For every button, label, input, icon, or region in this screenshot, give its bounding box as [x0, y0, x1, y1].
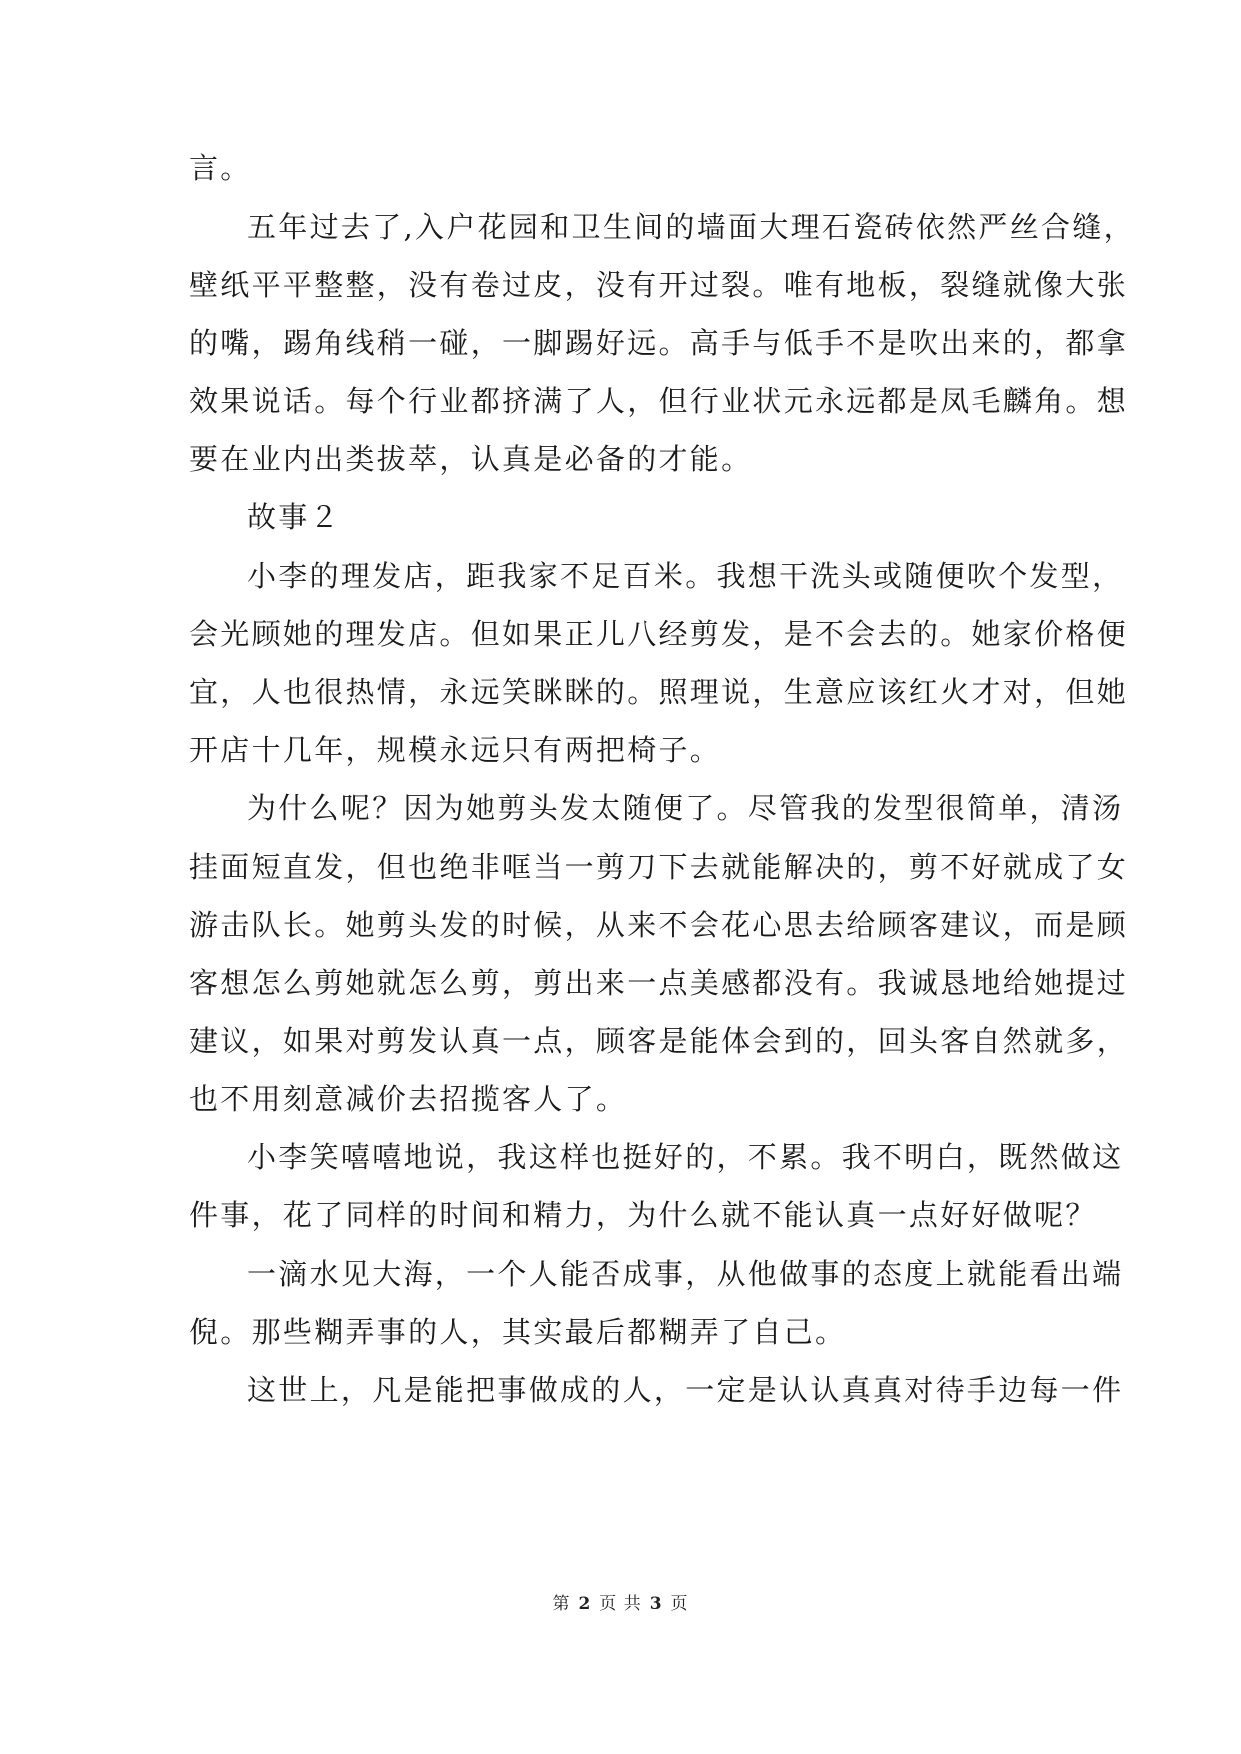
text-line: 客想怎么剪她就怎么剪，剪出来一点美感都没有。我诚恳地给她提过 [189, 966, 1129, 1000]
text-line: 游击队长。她剪头发的时候，从来不会花心思去给顾客建议，而是顾 [189, 908, 1129, 942]
text-line: 开店十几年，规模永远只有两把椅子。 [189, 733, 722, 767]
text-line: 宜，人也很热情，永远笑眯眯的。照理说，生意应该红火才对，但她 [189, 675, 1129, 709]
paragraph-start-line: 一滴水见大海，一个人能否成事，从他做事的态度上就能看出端 [247, 1257, 1124, 1291]
text-line: 的嘴，踢角线稍一碰，一脚踢好远。高手与低手不是吹出来的，都拿 [189, 326, 1129, 360]
current-page-number: 2 [578, 1594, 592, 1614]
text-line: 会光顾她的理发店。但如果正儿八经剪发，是不会去的。她家价格便 [189, 617, 1129, 651]
paragraph-start-line: 小李笑嘻嘻地说，我这样也挺好的，不累。我不明白，既然做这 [247, 1140, 1124, 1174]
text-line: 建议，如果对剪发认真一点，顾客是能体会到的，回头客自然就多， [189, 1024, 1129, 1058]
text-line: 效果说话。每个行业都挤满了人，但行业状元永远都是凤毛麟角。想 [189, 384, 1129, 418]
paragraph-start-line: 为什么呢？因为她剪头发太随便了。尽管我的发型很简单，清汤 [247, 791, 1124, 825]
footer-middle: 页 共 [599, 1594, 642, 1614]
text-line: 件事，花了同样的时间和精力，为什么就不能认真一点好好做呢？ [189, 1198, 1097, 1232]
text-line: 壁纸平平整整，没有卷过皮，没有开过裂。唯有地板，裂缝就像大张 [189, 268, 1129, 302]
text-line: 言。 [189, 151, 252, 185]
total-page-count: 3 [649, 1594, 663, 1614]
text-line: 倪。那些糊弄事的人，其实最后都糊弄了自己。 [189, 1315, 847, 1349]
text-line: 也不用刻意减价去招揽客人了。 [189, 1082, 628, 1116]
paragraph-start-line: 这世上，凡是能把事做成的人，一定是认认真真对待手边每一件 [247, 1373, 1124, 1407]
paragraph-start-line: 五年过去了,入户花园和卫生间的墙面大理石瓷砖依然严丝合缝， [247, 210, 1135, 244]
section-heading: 故事２ [247, 500, 341, 534]
footer-suffix: 页 [670, 1594, 689, 1614]
page-footer [0, 1592, 1241, 1616]
paragraph-start-line: 小李的理发店，距我家不足百米。我想干洗头或随便吹个发型， [247, 559, 1124, 593]
text-line: 要在业内出类拔萃，认真是必备的才能。 [189, 442, 753, 476]
footer-prefix: 第 [552, 1594, 571, 1614]
text-line: 挂面短直发，但也绝非哐当一剪刀下去就能解决的，剪不好就成了女 [189, 850, 1129, 884]
